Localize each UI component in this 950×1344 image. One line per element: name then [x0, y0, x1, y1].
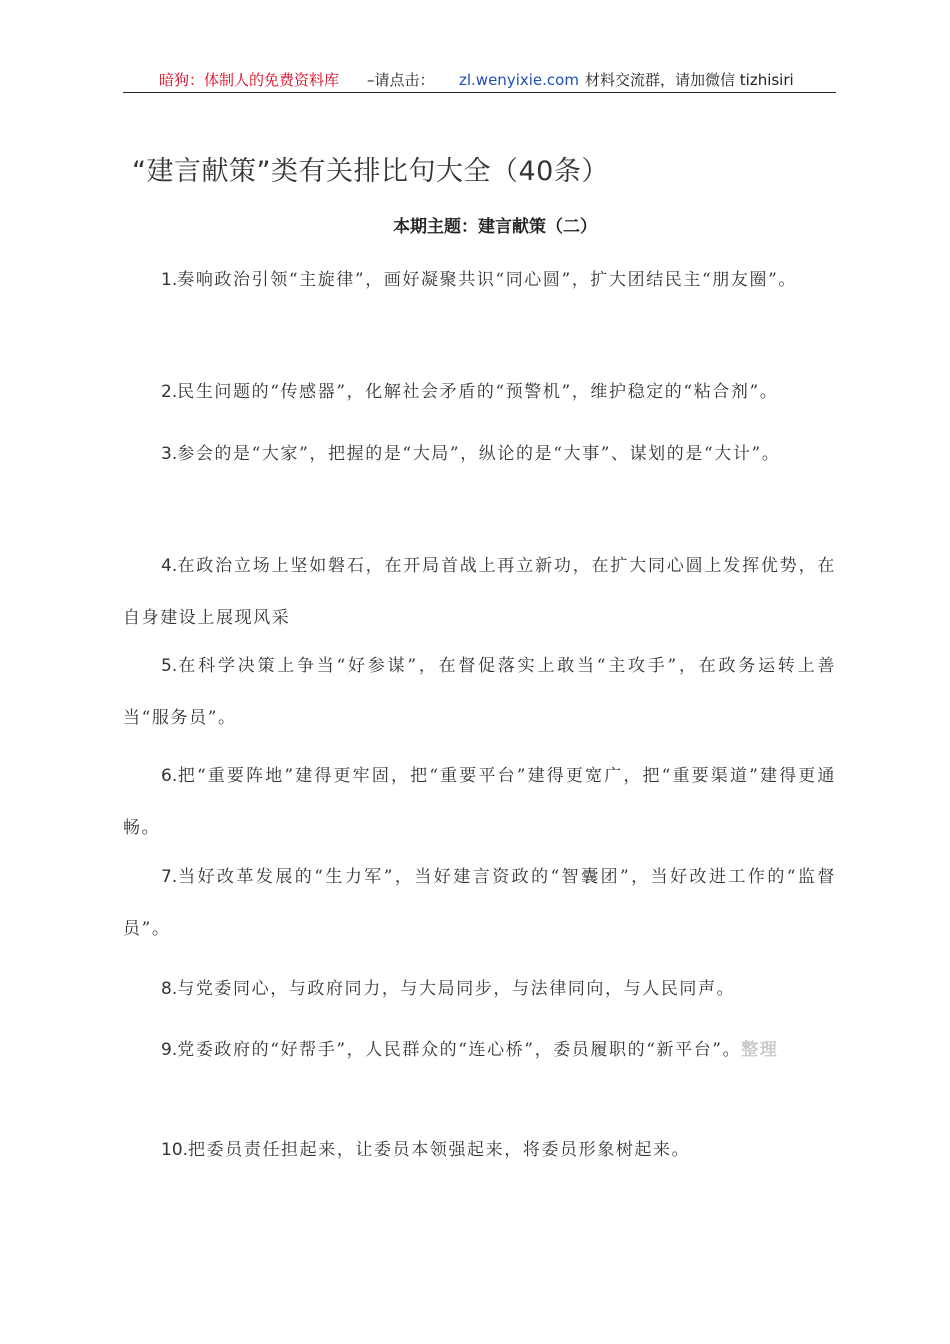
item-number: 5.: [161, 656, 178, 676]
item-number: 8.: [161, 979, 178, 999]
item-text: 民生问题的“传感器”，化解社会矛盾的“预警机”，维护稳定的“粘合剂”。: [177, 382, 779, 402]
item-text: 在科学决策上争当“好参谋”，在督促落实上敢当“主攻手”，在政务运转上善当“服务员”。: [123, 656, 836, 728]
item-text: 当好改革发展的“生力军”，当好建言资政的“智囊团”，当好改进工作的“监督员”。: [123, 867, 836, 939]
document-subtitle: 本期主题：建言献策（二）: [393, 217, 597, 237]
header-wechat-note: 材料交流群，请加微信 tizhisiri: [585, 71, 794, 89]
item-text: 把“重要阵地”建得更牢固，把“重要平台”建得更宽广，把“重要渠道”建得更通畅。: [123, 766, 836, 838]
page-header: [123, 68, 836, 93]
header-click-label: –请点击：: [367, 71, 435, 89]
list-item: [123, 963, 836, 1015]
item-number: 2.: [161, 382, 178, 402]
item-text: 奏响政治引领“主旋律”，画好凝聚共识“同心圆”，扩大团结民主“朋友圈”。: [177, 270, 797, 290]
list-item: [123, 750, 836, 854]
item-text: 与党委同心，与政府同力，与大局同步，与法律同向，与人民同声。: [177, 979, 736, 999]
list-item: [123, 1024, 836, 1076]
list-item: [123, 366, 836, 418]
item-number: 4.: [161, 556, 178, 576]
item-number: 3.: [161, 444, 178, 464]
watermark-text: 整理: [741, 1040, 779, 1060]
item-number: 9.: [161, 1040, 178, 1060]
list-item: [123, 254, 836, 306]
item-number: 7.: [161, 867, 178, 887]
list-item: [123, 1124, 836, 1176]
document-title: “建言献策”类有关排比句大全（40条）: [132, 156, 609, 187]
item-text: 把委员责任担起来，让委员本领强起来，将委员形象树起来。: [188, 1140, 691, 1160]
list-item: [123, 540, 836, 644]
header-link[interactable]: zl.wenyixie.com: [459, 71, 579, 89]
header-site-name: 暗狗：体制人的免费资料库: [159, 71, 340, 89]
item-number: 10.: [161, 1140, 189, 1160]
list-item: [123, 851, 836, 955]
item-text: 在政治立场上坚如磐石，在开局首战上再立新功，在扩大同心圆上发挥优势，在自身建设上展现风采: [123, 556, 836, 628]
item-number: 6.: [161, 766, 178, 786]
item-text: 参会的是“大家”，把握的是“大局”，纵论的是“大事”、谋划的是“大计”。: [177, 444, 781, 464]
item-number: 1.: [161, 270, 178, 290]
item-text: 党委政府的“好帮手”，人民群众的“连心桥”，委员履职的“新平台”。: [177, 1040, 742, 1060]
list-item: [123, 640, 836, 744]
list-item: [123, 428, 836, 480]
